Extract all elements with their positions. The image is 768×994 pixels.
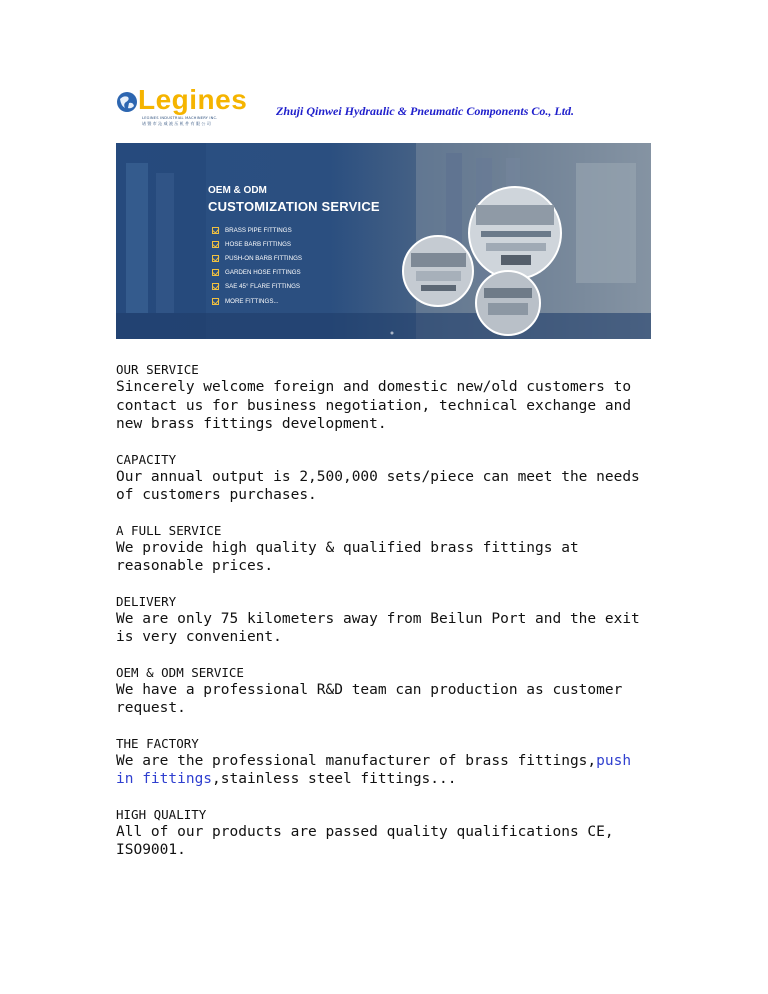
section-line: request. [116,700,186,716]
section-line: Our annual output is 2,500,000 sets/piece can meet the needs [116,468,640,485]
check-icon [212,283,219,290]
header [116,86,652,130]
banner-list-item: BRASS PIPE FITTINGS [212,223,302,237]
section-heading: HIGH QUALITY [116,806,207,822]
section-line: of customers purchases. [116,487,317,503]
section-line: new brass fittings development. [116,416,387,432]
service-sections [116,362,676,878]
section-heading: A FULL SERVICE [116,522,222,538]
section-line: is very convenient. [116,629,282,645]
banner-list-item: HOSE BARB FITTINGS [212,237,302,251]
section-our-service [116,362,676,434]
banner-list-item: PUSH-ON BARB FITTINGS [212,251,302,265]
company-logo [116,86,248,130]
section-line [116,770,676,789]
section-text: We are the professional manufacturer of brass fittings, [116,752,597,769]
banner-title: CUSTOMIZATION SERVICE [208,199,380,214]
logo-subtitle-en: LEGINES INDUSTRIAL MACHINERY INC. [142,116,218,120]
section-line: reasonable prices. [116,558,274,574]
section-line [116,752,676,771]
company-name: Zhuji Qinwei Hydraulic & Pneumatic Components Co., Ltd. [276,104,575,118]
section-line: contact us for business negotiation, technical exchange and [116,397,632,414]
banner-list-item: GARDEN HOSE FITTINGS [212,266,302,280]
section-factory [116,736,676,789]
banner-fittings-list [212,223,302,308]
section-heading: OEM & ODM SERVICE [116,664,244,680]
section-heading: CAPACITY [116,451,177,467]
section-line: We provide high quality & qualified brass fittings at [116,539,579,556]
section-line: We have a professional R&D team can production as customer [116,681,623,698]
section-line: Sincerely welcome foreign and domestic new/old customers to [116,379,632,395]
section-high-quality [116,807,676,860]
factory-circle-left [403,236,473,306]
section-line: All of our products are passed quality qualifications CE, [116,823,614,840]
factory-circle-large [469,187,561,279]
section-full-service [116,523,676,576]
check-icon [212,298,219,305]
banner-list-item: SAE 45° FLARE FITTINGS [212,280,302,294]
section-heading: THE FACTORY [116,735,199,751]
check-icon [212,269,219,276]
factory-photo [116,143,651,339]
push-in-fittings-link-cont[interactable]: in fittings [116,771,213,787]
check-icon [212,227,219,234]
section-capacity [116,452,676,505]
section-delivery [116,594,676,647]
check-icon [212,241,219,248]
section-text: ,stainless steel fittings... [212,771,457,787]
customization-banner [116,143,651,339]
push-in-fittings-link[interactable]: push [596,752,632,769]
check-icon [212,255,219,262]
logo-subtitle-cn: 诸暨市沁威液压机件有限公司 [142,121,213,126]
banner-list-item: MORE FITTINGS... [212,294,302,308]
section-heading: DELIVERY [116,593,177,609]
banner-pretitle: OEM & ODM [208,185,267,196]
section-oem-odm [116,665,676,718]
section-line: ISO9001. [116,842,186,858]
section-heading: OUR SERVICE [116,362,199,377]
globe-icon [116,91,138,113]
logo-wordmark: Legines [138,84,248,115]
section-line: We are only 75 kilometers away from Beilun Port and the exit [116,610,640,627]
factory-circle-bottom [476,271,540,335]
